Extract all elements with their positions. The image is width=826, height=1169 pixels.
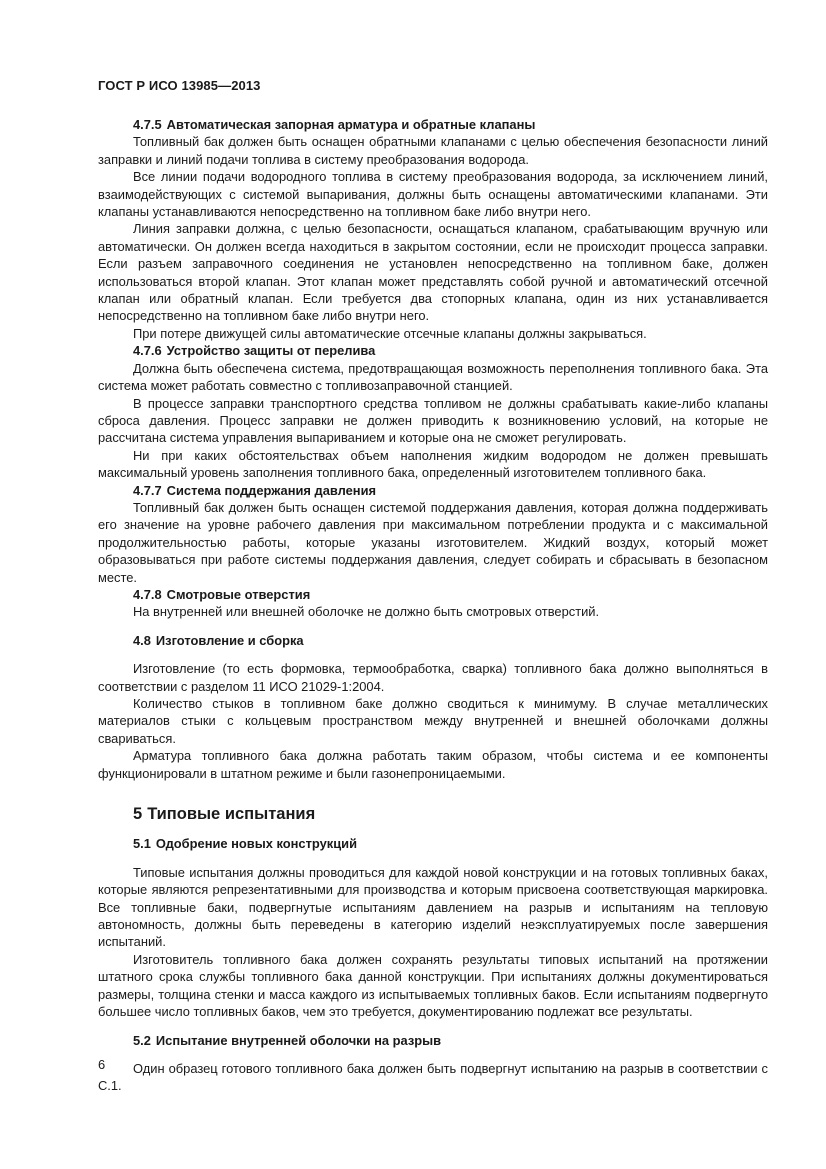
heading-5-2: [98, 1032, 768, 1049]
paragraph: Все линии подачи водородного топлива в систему преобразования водорода, за исключением линий, взаимодействующих с системой выпаривания, должны быть оснащены автоматическими клапанами. Эти клапаны устанавливаются непосредственно на топливном баке либо внутри него.: [98, 169, 768, 220]
heading-title: Типовые испытания: [147, 805, 316, 824]
paragraph: Арматура топливного бака должна работать таким образом, чтобы система и ее компоненты функционировали в штатном режиме и были газонепроницаемыми.: [98, 748, 768, 781]
paragraph: Изготовление (то есть формовка, термообработка, сварка) топливного бака должно выполняться в соответствии с разделом 11 ИСО 21029-1:2004.: [98, 661, 768, 694]
heading-number: 5.1: [133, 836, 151, 852]
heading-title: Одобрение новых конструкций: [155, 836, 358, 852]
heading-number: 4.7.8: [133, 586, 162, 602]
heading-4-7-5: [98, 116, 768, 133]
heading-title: Смотровые отверстия: [166, 586, 311, 602]
paragraph: В процессе заправки транспортного средства топливом не должны срабатывать какие-либо клапаны сброса давления. Процесс заправки не должен приводить к возникновению условий, на которые не рассчитана система управления выпариванием и которые она не сможет регулировать.: [98, 395, 768, 446]
paragraph: Линия заправки должна, с целью безопасности, оснащаться клапаном, срабатывающим вручную или автоматически. Он должен всегда находиться в закрытом состоянии, если не происходит процесса заправки. Если разъем заправочного соединения не установлен непосредственно на топливном баке, должен использоваться второй клапан. Этот клапан может представлять собой ручной и автоматический отсечной клапан или обратный клапан. Если требуется два стопорных клапана, один из них устанавливается непосредственно на топливном баке либо внутри него.: [98, 221, 768, 324]
heading-number: 4.7.6: [133, 343, 162, 359]
heading-title: Автоматическая запорная арматура и обратные клапаны: [166, 117, 536, 132]
page-number: 6: [98, 1057, 106, 1072]
heading-number: 5: [133, 805, 143, 824]
heading-5-1: [98, 835, 768, 852]
heading-4-7-7: [98, 482, 768, 499]
heading-title: Изготовление и сборка: [155, 632, 304, 648]
heading-number: 4.8: [133, 632, 151, 648]
heading-4-7-8: [98, 586, 768, 603]
paragraph: Топливный бак должен быть оснащен обратными клапанами с целью обеспечения безопасности линий заправки и линий подачи топлива в систему преобразования водорода.: [98, 134, 768, 167]
heading-title: Устройство защиты от перелива: [166, 343, 376, 359]
document-header: ГОСТ Р ИСО 13985—2013: [98, 78, 261, 93]
paragraph: Типовые испытания должны проводиться для каждой новой конструкции и на готовых топливных баках, которые являются репрезентативными для производства и которым присвоена соответствующая маркировка. Все топливные баки, подвергнутые испытаниям давлением на разрыв и испытаниям на тепловую автономность, должны быть переведены в категорию изделий неэксплуатируемых после завершения испытаний.: [98, 864, 768, 950]
heading-title: Система поддержания давления: [166, 482, 377, 498]
paragraph: Должна быть обеспечена система, предотвращающая возможность переполнения топливного бака. Эта система может работать совместно с топливозаправочной станцией.: [98, 360, 768, 394]
paragraph: При потере движущей силы автоматические отсечные клапаны должны закрываться.: [133, 325, 647, 341]
paragraph: Один образец готового топливного бака должен быть подвергнут испытанию на разрыв в соответствии с С.1.: [98, 1060, 768, 1094]
paragraph: Топливный бак должен быть оснащен системой поддержания давления, которая должна поддерживать его значение на уровне рабочего давления при максимальном потреблении продукта и с максимальной продолжительностью работы, которые указаны изготовителем. Жидкий воздух, который может образовываться при работе системы поддержания давления, следует собирать и сбрасывать в безопасном месте.: [98, 499, 768, 585]
heading-4-8: [98, 632, 768, 649]
paragraph: Изготовитель топливного бака должен сохранять результаты типовых испытаний на протяжении штатного срока службы топливного бака данной конструкции. При испытаниях должны документироваться размеры, толщина стенки и масса каждого из испытываемых топливных баков. Если испытаниям подвергнуто большее число топливных баков, чем это требуется, документированию подлежат все результаты.: [98, 951, 768, 1020]
heading-title: Испытание внутренней оболочки на разрыв: [155, 1032, 442, 1048]
heading-number: 4.7.5: [133, 117, 162, 132]
heading-number: 4.7.7: [133, 482, 162, 498]
paragraph: На внутренней или внешней оболочке не должно быть смотровых отверстий.: [133, 604, 600, 620]
document-body: [98, 116, 768, 1095]
heading-number: 5.2: [133, 1032, 151, 1048]
heading-4-7-6: [98, 342, 768, 359]
paragraph: Ни при каких обстоятельствах объем наполнения жидким водородом не должен превышать максимальный уровень заполнения топливного бака, определенный изготовителем топливного бака.: [98, 447, 768, 481]
paragraph: Количество стыков в топливном баке должно сводиться к минимуму. В случае металлических материалов стыки с кольцевым пространством между внутренней и внешней оболочками должны свариваться.: [98, 696, 768, 746]
heading-5: [98, 806, 768, 823]
